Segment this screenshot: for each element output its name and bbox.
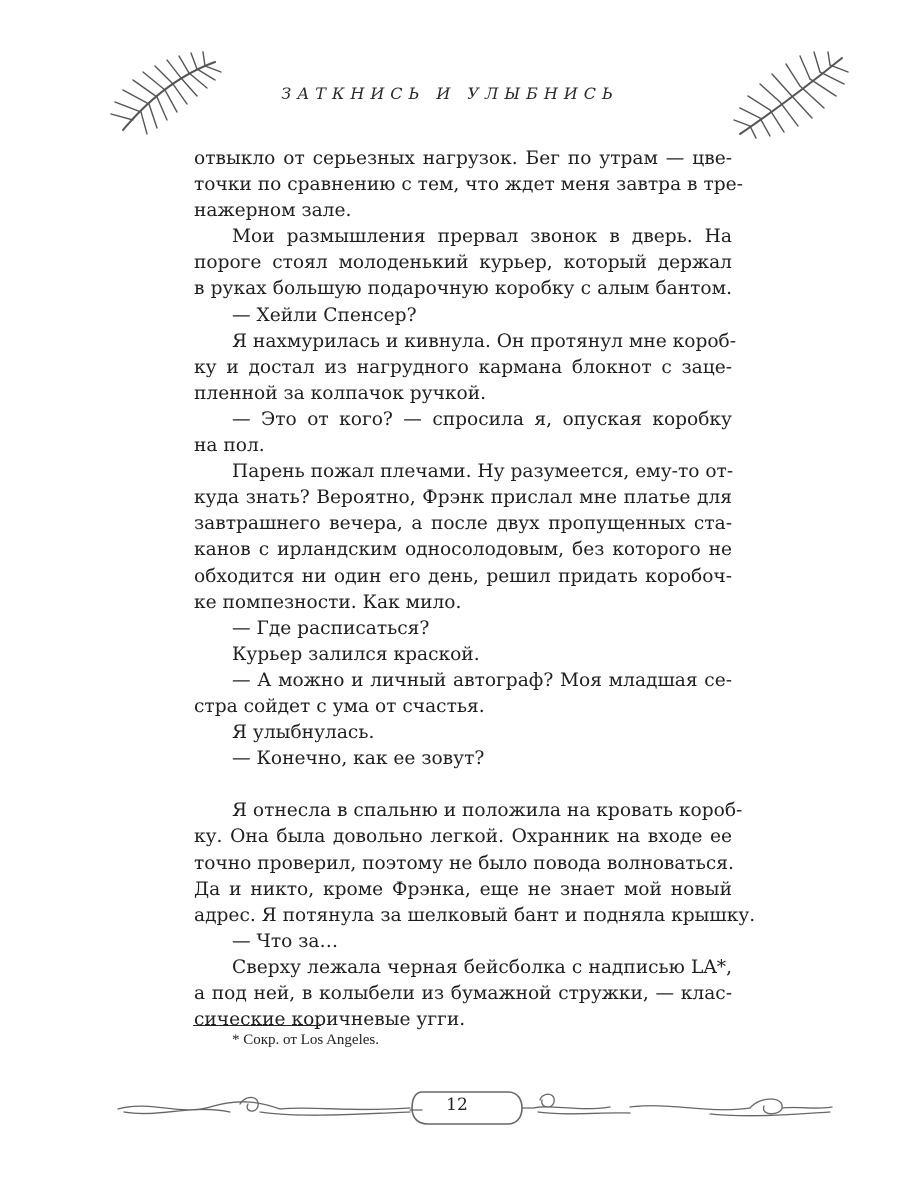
text-line: Парень пожал плечами. Ну разумеется, ему-то от-	[232, 461, 734, 483]
text-line: ку. Она была довольно легкой. Охранник на входе ее	[194, 826, 732, 848]
text-line: Я нахмурилась и кивнула. Он протянул мне короб-	[232, 330, 737, 352]
page-number: 12	[446, 1095, 468, 1115]
text-line: ке помпезности. Как мило.	[194, 591, 462, 613]
text-line: Я отнесла в спальню и положила на кровать короб-	[232, 800, 743, 822]
text-line: точно проверил, поэтому не было повода волноваться.	[194, 852, 734, 874]
footnote: * Сокр. от Los Angeles.	[232, 1032, 379, 1048]
text-line: адрес. Я потянула за шелковый бант и подняла крышку.	[194, 904, 756, 926]
text-line: обходится ни один его день, решил придать коробоч-	[194, 565, 732, 587]
text-line: — А можно и личный автограф? Моя младшая се-	[232, 669, 732, 691]
text-line: нажерном зале.	[194, 200, 352, 222]
text-line: — Где расписаться?	[232, 617, 430, 639]
text-line: на пол.	[194, 435, 265, 457]
text-line: завтрашнего вечера, а после двух пропущенных ста-	[194, 513, 732, 535]
text-line: — Хейли Спенсер?	[232, 304, 417, 326]
text-line: стра сойдет с ума от счастья.	[194, 695, 485, 717]
running-head-title: ЗАТКНИСЬ И УЛЫБНИСЬ	[281, 84, 619, 103]
text-line: — Это от кого? — спросила я, опуская коробку	[232, 408, 732, 430]
text-line: Сверху лежала черная бейсболка с надписью LA*,	[232, 956, 732, 978]
text-line: Мои размышления прервал звонок в дверь. На	[232, 226, 732, 248]
text-line: Да и никто, кроме Фрэнка, еще не знает мой новый	[194, 878, 732, 900]
text-line: — Что за…	[232, 930, 339, 952]
section-break	[194, 772, 732, 798]
text-line: в руках большую подарочную коробку с алым бантом.	[194, 278, 732, 300]
text-line: а под ней, в колыбели из бумажной стружки, — клас-	[194, 983, 732, 1004]
text-line: ку и достал из нагрудного кармана блокнот с заце-	[194, 356, 732, 378]
body-text	[194, 146, 756, 1033]
text-line: отвыкло от серьезных нагрузок. Бег по утрам — цве-	[194, 148, 732, 169]
text-line: точки по сравнению с тем, что ждет меня завтра в тре-	[194, 174, 743, 196]
text-line: куда знать? Вероятно, Фрэнк прислал мне платье для	[194, 487, 732, 509]
text-line: пороге стоял молоденький курьер, который держал	[194, 252, 732, 274]
text-line: Я улыбнулась.	[232, 722, 375, 744]
text-line: — Конечно, как ее зовут?	[232, 748, 485, 770]
footnote-divider	[193, 1025, 321, 1026]
text-line: канов с ирландским односолодовым, без которого не	[194, 539, 732, 561]
text-line: сические коричневые угги.	[194, 1009, 466, 1031]
text-line: Курьер залился краской.	[232, 643, 480, 665]
text-line: пленной за колпачок ручкой.	[194, 382, 487, 404]
